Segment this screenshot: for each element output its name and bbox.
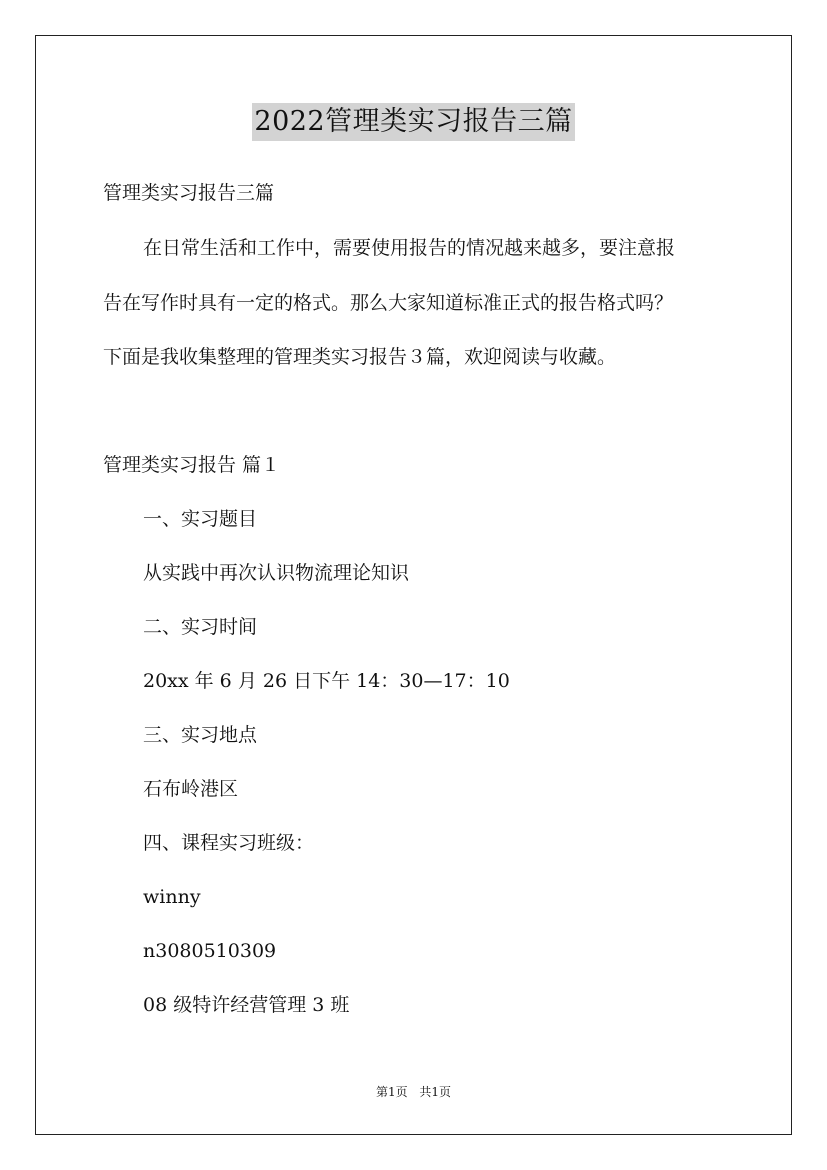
- section-heading: 管理类实习报告 篇１: [103, 454, 281, 476]
- intro-line-1: 在日常生活和工作中，需要使用报告的情况越来越多，要注意报: [143, 237, 676, 259]
- section-line: n3080510309: [143, 940, 277, 962]
- document-title-wrap: [0, 103, 827, 141]
- section-line: winny: [143, 886, 201, 908]
- document-title: 2022管理类实习报告三篇: [252, 103, 574, 141]
- section-line: 石布岭港区: [143, 778, 239, 800]
- section-line: 四、课程实习班级：: [143, 832, 315, 854]
- section-line: 二、实习时间: [143, 616, 258, 638]
- page-number: 第1页: [375, 1085, 408, 1099]
- page-total: 共1页: [419, 1085, 452, 1099]
- section-line: 20xx 年 6 月 26 日下午 14：30—17：10: [143, 670, 510, 692]
- intro-line-3: 下面是我收集整理的管理类实习报告３篇，欢迎阅读与收藏。: [103, 346, 617, 368]
- section-line: 从实践中再次认识物流理论知识: [143, 562, 410, 584]
- section-line: 三、实习地点: [143, 724, 258, 746]
- section-line: 一、实习题目: [143, 508, 258, 530]
- section-line: 08 级特许经营管理 3 班: [143, 994, 350, 1016]
- page-footer: [0, 1084, 827, 1100]
- intro-line-2: 告在写作时具有一定的格式。那么大家知道标准正式的报告格式吗？: [103, 292, 674, 314]
- document-subtitle: 管理类实习报告三篇: [103, 182, 275, 204]
